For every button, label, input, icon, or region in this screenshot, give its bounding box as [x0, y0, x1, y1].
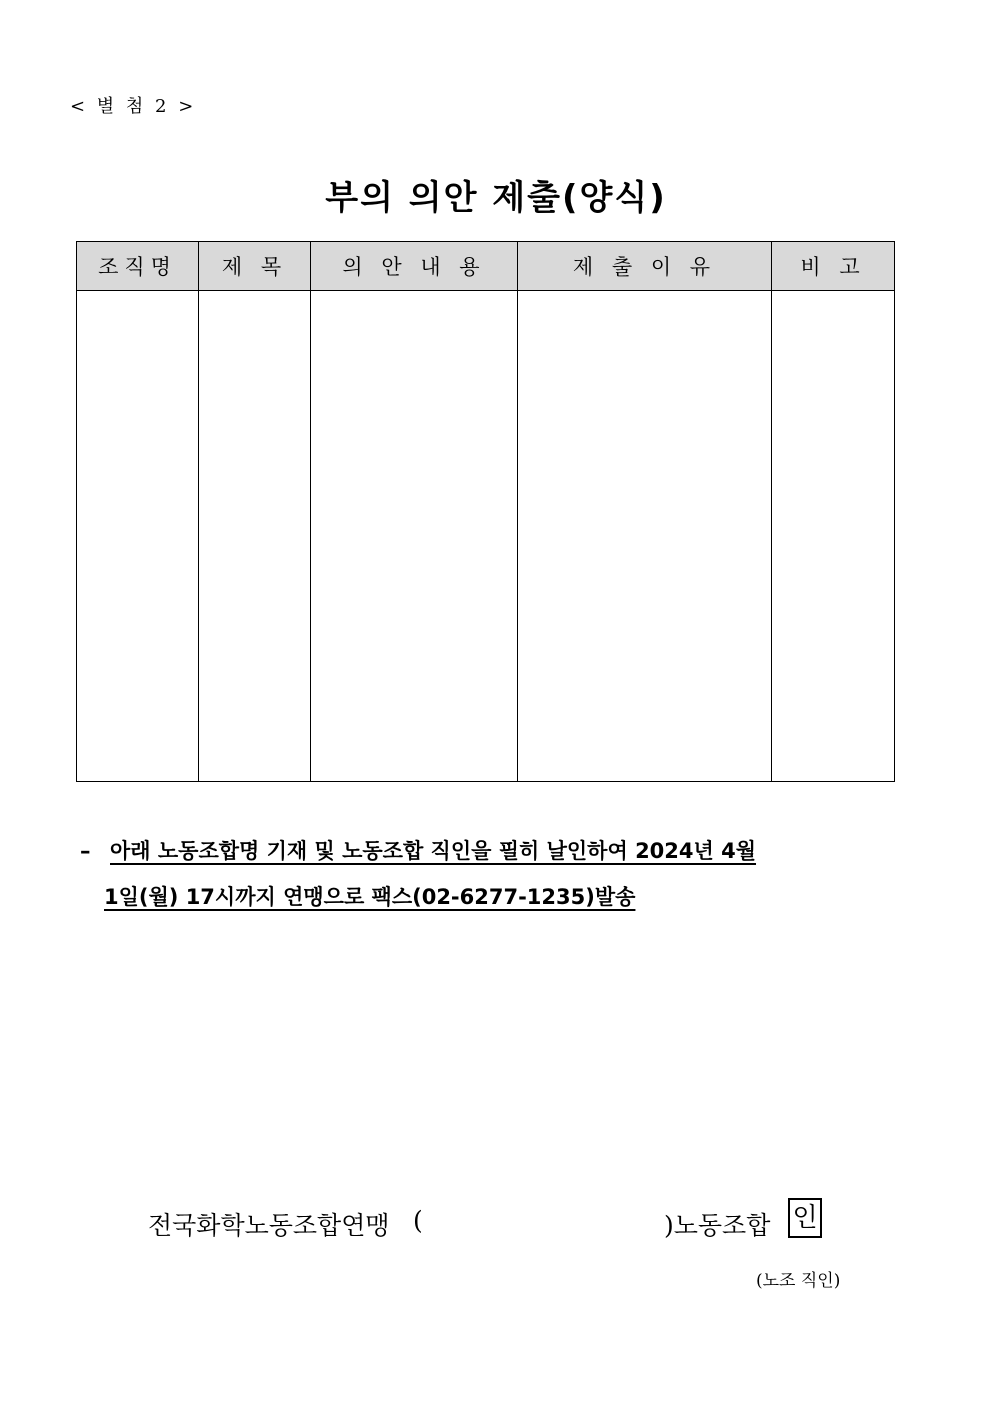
seal-note: (노조 직인) [756, 1271, 841, 1291]
cell-agenda-content[interactable] [311, 291, 518, 782]
header-agenda-content: 의 안 내 용 [311, 242, 518, 291]
header-organization: 조직명 [77, 242, 199, 291]
notice-line-1 [80, 828, 900, 874]
notice-line-2 [80, 874, 900, 920]
table-header-row [77, 242, 895, 291]
cell-organization[interactable] [77, 291, 199, 782]
table-row [77, 291, 895, 782]
union-name-open-paren: ( [413, 1206, 423, 1235]
header-submission-reason: 제 출 이 유 [518, 242, 772, 291]
page-title: 부의 의안 제출(양식) [325, 178, 667, 218]
notice-text-1: 아래 노동조합명 기재 및 노동조합 직인을 필히 날인하여 2024년 4월 [110, 839, 757, 863]
cell-remarks[interactable] [772, 291, 895, 782]
union-suffix: )노동조합 [664, 1211, 771, 1240]
notice-dash: – [80, 839, 91, 863]
submission-notice [80, 828, 900, 920]
attachment-label: < 별 첨 2 > [70, 96, 197, 117]
header-remarks: 비 고 [772, 242, 895, 291]
seal-box: 인 [788, 1198, 822, 1238]
notice-text-2: 1일(월) 17시까지 연맹으로 팩스(02-6277-1235)발송 [104, 885, 636, 909]
cell-submission-reason[interactable] [518, 291, 772, 782]
header-subject: 제 목 [199, 242, 311, 291]
submission-table [76, 241, 895, 782]
cell-subject[interactable] [199, 291, 311, 782]
federation-name: 전국화학노동조합연맹 [148, 1211, 390, 1240]
